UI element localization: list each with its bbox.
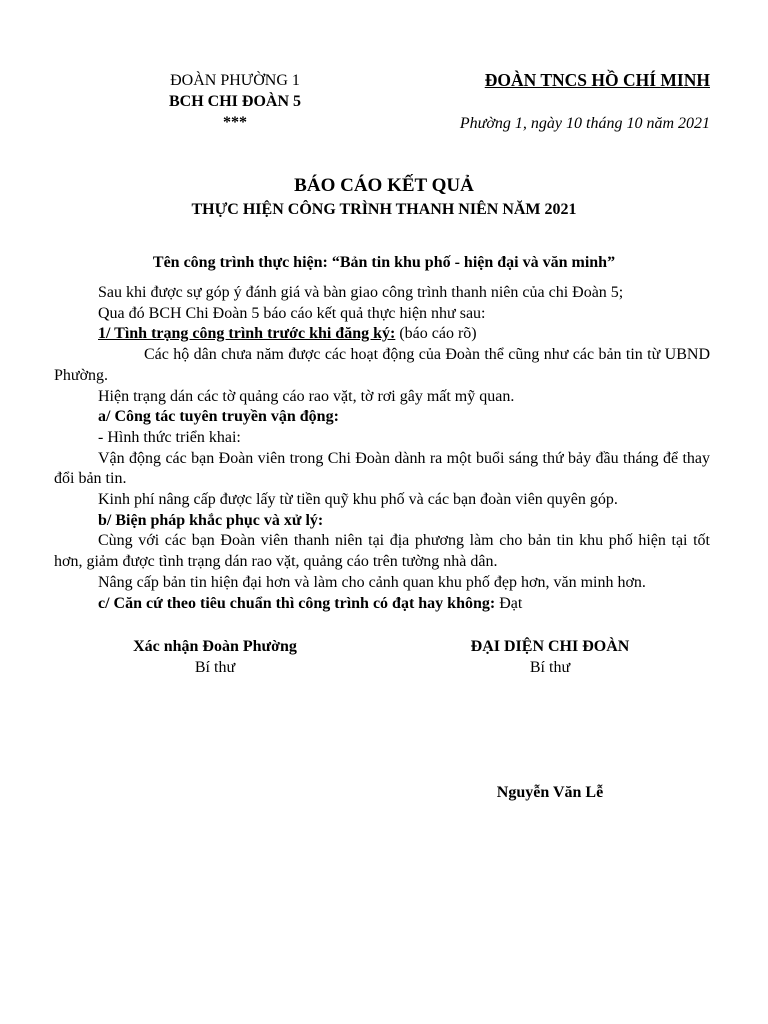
section-b-paragraph-1: Cùng với các bạn Đoàn viên thanh niên tại địa phương làm cho bản tin khu phố hiện tại tốt hơn, giảm được tình trạng dán rao vặt, quảng cáo trên tường nhà dân. [54,532,710,571]
section-b-paragraph-2: Nâng cấp bản tin hiện đại hơn và làm cho cảnh quan khu phố đẹp hơn, văn minh hơn. [98,573,646,591]
paragraph-intro-2: Qua đó BCH Chi Đoàn 5 báo cáo kết quả thực hiện như sau: [98,304,486,322]
section-1-heading: 1/ Tình trạng công trình trước khi đăng ký: [98,325,396,343]
section-a-paragraph-1: - Hình thức triển khai: [98,428,241,446]
section-1-line [54,324,710,345]
signature-right-title: ĐẠI DIỆN CHI ĐOÀN [470,638,630,655]
national-org-title: ĐOÀN TNCS HỒ CHÍ MINH [484,70,710,90]
project-line [0,253,768,274]
org-line-1: ĐOÀN PHƯỜNG 1 [170,72,300,89]
section-1-paragraph-1: Các hộ dân chưa năm được các hoạt động của Đoàn thể cũng như các bản tin từ UBND Phường. [54,346,710,384]
section-b-heading: b/ Biện pháp khắc phục và xử lý: [98,511,324,529]
section-1-note: (báo cáo rõ) [395,325,477,343]
document-subtitle: THỰC HIỆN CÔNG TRÌNH THANH NIÊN NĂM 2021 [191,201,577,218]
section-a-paragraph-3: Kinh phí nâng cấp được lấy từ tiền quỹ khu phố và các bạn đoàn viên quyên góp. [98,491,618,509]
section-a-paragraph-2: Vận động các bạn Đoàn viên trong Chi Đoàn dành ra một buổi sáng thứ bảy đầu tháng để thay đổi bản tin. [54,449,710,488]
document-title: BÁO CÁO KẾT QUẢ [294,175,474,196]
signer-name: Nguyễn Văn Lễ [496,784,604,801]
signature-block-right [420,636,680,678]
section-1-paragraph-2: Hiện trạng dán các tờ quảng cáo rao vặt, tờ rơi gây mất mỹ quan. [98,387,515,405]
section-c-result: Đạt [495,594,523,612]
issuing-unit-block [120,70,350,133]
signature-left-title: Xác nhận Đoàn Phường [133,638,297,655]
report-body [54,283,710,614]
org-line-2: BCH CHI ĐOÀN 5 [168,93,301,110]
section-a-heading: a/ Công tác tuyên truyền vận động: [98,408,339,426]
signature-left-role: Bí thư [194,659,236,676]
signature-block-left [100,636,330,678]
paragraph-intro-1: Sau khi được sự góp ý đánh giá và bàn giao công trình thanh niên của chi Đoàn 5; [98,284,624,301]
project-name: “Bản tin khu phố - hiện đại và văn minh” [331,254,616,271]
place-date: Phường 1, ngày 10 tháng 10 năm 2021 [459,115,710,132]
project-label: Tên công trình thực hiện: [152,254,328,271]
section-c-heading: c/ Căn cứ theo tiêu chuẩn thì công trình có đạt hay không: [98,594,496,612]
section-c-line [54,594,710,615]
stars-divider: *** [223,114,247,131]
signature-right-role: Bí thư [529,659,571,676]
